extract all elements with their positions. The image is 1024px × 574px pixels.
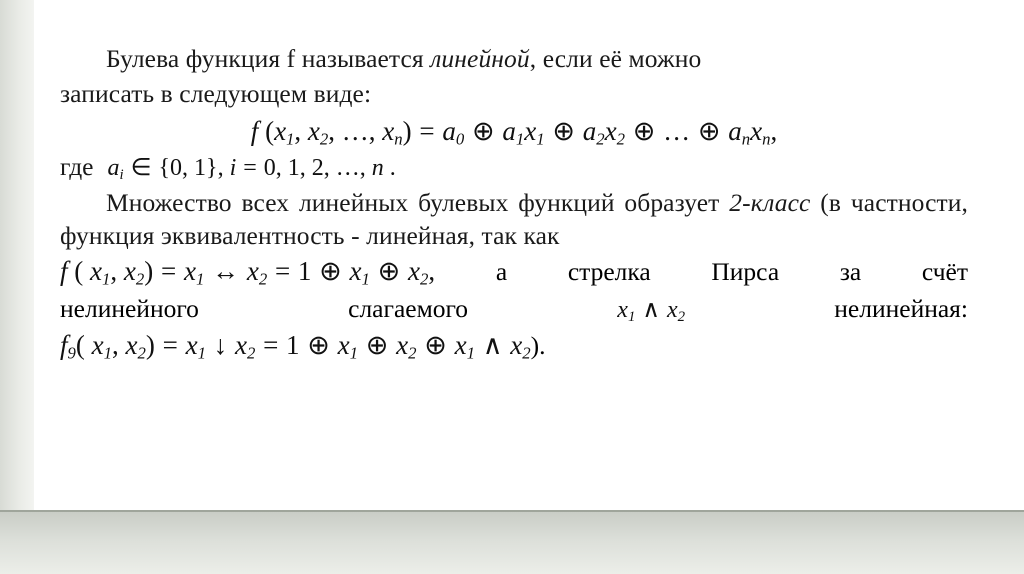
- definition-text-end: , если её можно: [529, 44, 702, 73]
- nonlinear-word: нелинейного: [60, 294, 199, 324]
- where-word: где: [60, 151, 94, 181]
- class-text-start: Множество всех линейных булевых функций образует: [106, 188, 730, 218]
- formula-linear-form: f ($x_1$, $x_2$, …, $x_n) = a_0$ ⊕ $a_1x_1$ ⊕ $a_2x_2$ ⊕ … ⊕ $a_nx_n$,: [250, 116, 778, 149]
- class-text-cont: (в частности, функция эквивалентность - линейная, так как: [60, 188, 968, 251]
- paragraph-definition-line2: записать в следующем виде:: [60, 79, 372, 109]
- equivalence-line: [60, 256, 968, 290]
- class-italic-2class: 2-класс: [729, 188, 811, 218]
- formula-pierce-tail: ).: [530, 331, 546, 361]
- definition-text-start: Булева функция f называется: [106, 44, 431, 73]
- paragraph-definition: [60, 42, 968, 75]
- paragraph-class-start: [60, 186, 968, 252]
- pierce-arrow-text-1: а: [495, 257, 508, 287]
- formula-pierce-row: [60, 330, 968, 364]
- content-card: [38, 28, 990, 472]
- where-line: [60, 152, 968, 184]
- left-decorative-band: [0, 0, 34, 574]
- formula-linear-form-row: [60, 116, 968, 150]
- pierce-arrow-text-3: Пирса: [711, 257, 780, 287]
- bottom-decorative-band: [0, 512, 1024, 574]
- formula-nonlinear-term: $x_1$ ∧ $x_2$: [617, 297, 686, 326]
- formula-equivalence: f ( $x_1$, $x_2) = x_1$ ↔ $x_2 = 1$ ⊕ $x_1$ ⊕ $x_2$,: [60, 256, 436, 290]
- nonlinear-result-word: нелинейная:: [834, 294, 968, 324]
- nonlinear-term-line: [60, 294, 968, 326]
- formula-pierce-arrow: $f_9$( $x_1$, $x_2) = x_1$ ↓ $x_2 = 1$ ⊕ $x_1$ ⊕ $x_2$ ⊕ $x_1$ ∧ $x_2$: [60, 330, 531, 363]
- pierce-arrow-text-5: счёт: [921, 257, 968, 287]
- summand-word: слагаемого: [348, 294, 469, 324]
- pierce-arrow-text-4: за: [839, 257, 862, 287]
- definition-italic-linear: линейной: [430, 44, 530, 73]
- formula-coefficients-domain: $a_i$ ∈ {0, 1}, i = 0, 1, 2, …, n .: [107, 154, 396, 184]
- pierce-arrow-text-2: стрелка: [567, 257, 651, 287]
